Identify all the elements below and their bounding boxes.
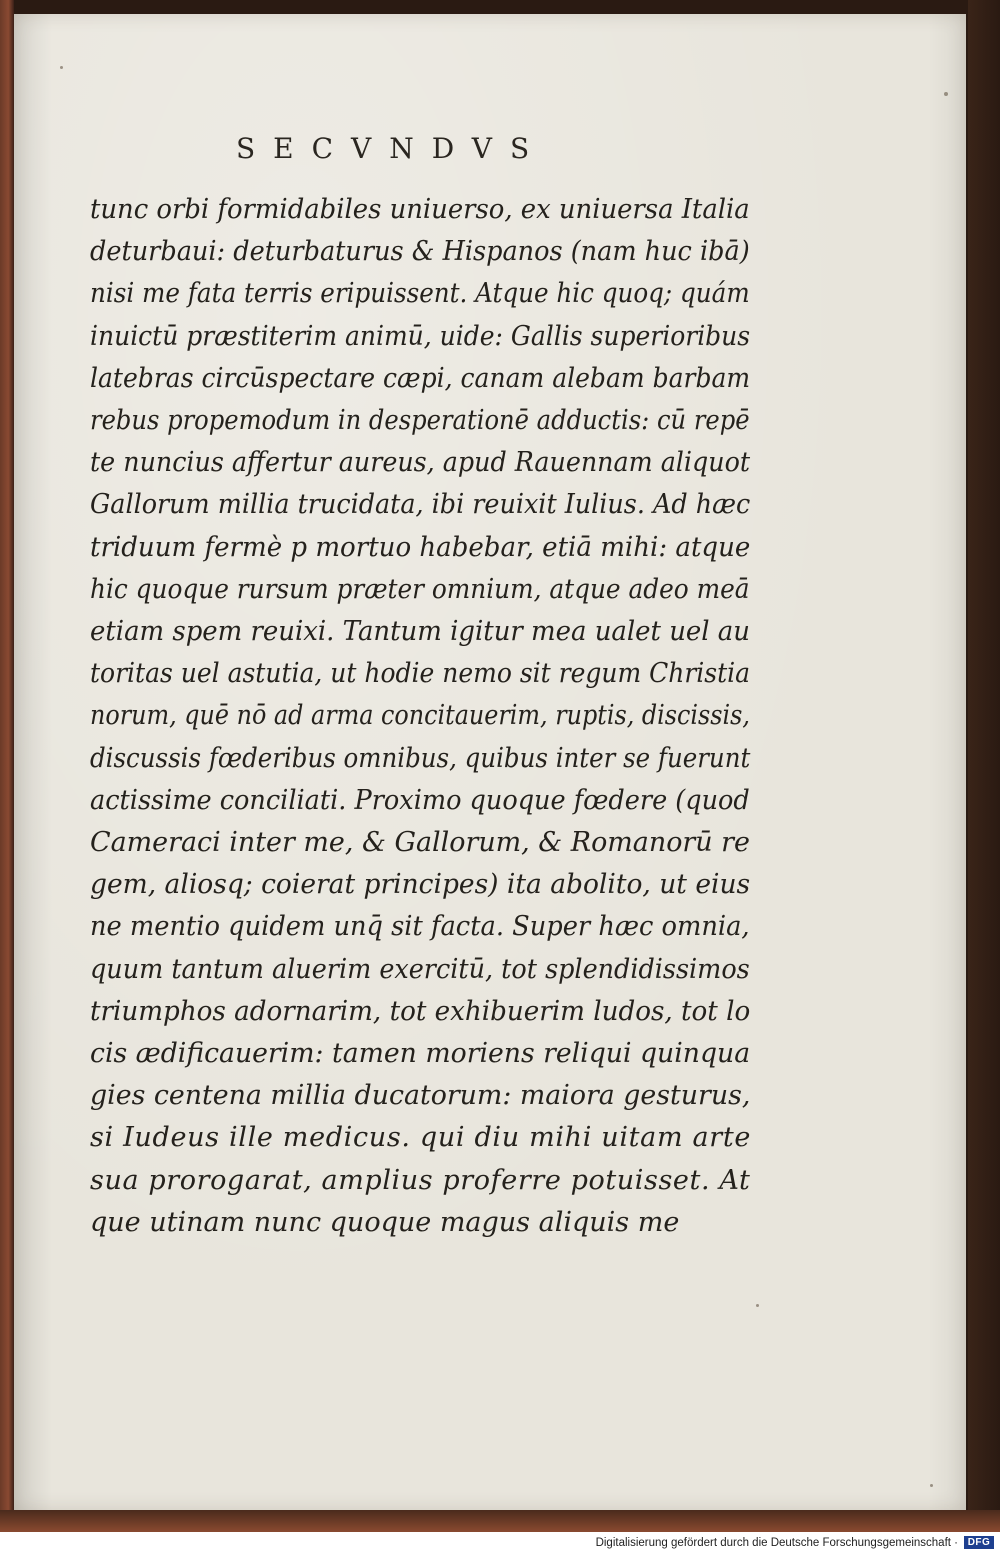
text-line: te nuncius affertur aureus, apud Rauennam aliquot (90, 447, 751, 479)
text-line: deturbaui: deturbaturus & Hispanos (nam huc ibā) (90, 236, 750, 268)
text-line: actissime conciliati. Proximo quoque fœdere (quod (90, 784, 750, 816)
running-head: SECVNDVS (236, 132, 548, 165)
book-page (14, 14, 966, 1510)
text-line: nisi me fata terris eripuissent. Atque hic quoq; quám (90, 278, 750, 310)
text-line: rebus propemodum in desperationē adductis: cū repē (90, 405, 750, 437)
text-line: hic quoque rursum præter omnium, atque adeo meā (90, 573, 750, 605)
text-line: gies centena millia ducatorum: maiora gesturus, (90, 1080, 751, 1112)
text-line: discussis fœderibus omnibus, quibus inter se fuerunt (90, 742, 751, 774)
text-line: toritas uel astutia, ut hodie nemo sit regum Christia (90, 658, 751, 690)
text-line: quum tantum aluerim exercitū, tot splendidissimos (90, 953, 750, 985)
paper-speck (930, 1484, 933, 1487)
text-line: latebras circūspectare cæpi, canam alebam barbam (90, 362, 751, 394)
text-line: triduum fermè p mortuo habebar, etiā mihi: atque (90, 531, 751, 563)
text-line: Cameraci inter me, & Gallorum, & Romanorū re (90, 827, 750, 859)
text-line: inuictū præstiterim animū, uide: Gallis superioribus (90, 320, 751, 352)
text-line: norum, quē nō ad arma concitauerim, ruptis, discissis, (90, 700, 750, 732)
book-cover-edge-right (968, 0, 1000, 1532)
text-line-last: que utinam nunc quoque magus aliquis me (90, 1206, 680, 1238)
paper-speck (944, 92, 948, 96)
dfg-logo: DFG (964, 1536, 994, 1549)
text-line: cis ædificauerim: tamen moriens reliqui quinqua (90, 1038, 751, 1070)
book-cover-edge-bottom (0, 1510, 1000, 1532)
body-text (90, 189, 750, 1244)
text-line: etiam spem reuixi. Tantum igitur mea ualet uel au (90, 616, 750, 648)
text-line: tunc orbi formidabiles uniuerso, ex uniuersa Italia (90, 194, 750, 225)
paper-speck (756, 1304, 759, 1307)
book-cover-edge-left (0, 0, 14, 1532)
paper-speck (60, 66, 63, 69)
text-line: Gallorum millia trucidata, ibi reuixit Iulius. Ad hæc (90, 489, 751, 521)
text-line: si Iudeus ille medicus. qui diu mihi uitam arte (90, 1122, 752, 1154)
digitization-credit: Digitalisierung gefördert durch die Deutsche Forschungsgemeinschaft · (595, 1537, 958, 1549)
footer-bar (0, 1532, 1000, 1552)
text-line: triumphos adornarim, tot exhibuerim ludos, tot lo (90, 995, 751, 1027)
text-line: gem, aliosq; coierat principes) ita abolito, ut eius (90, 869, 751, 901)
text-line: ne mentio quidem unq̄ sit facta. Super hæc omnia, (90, 911, 750, 943)
text-line: sua prorogarat, amplius proferre potuisset. At (90, 1164, 751, 1196)
